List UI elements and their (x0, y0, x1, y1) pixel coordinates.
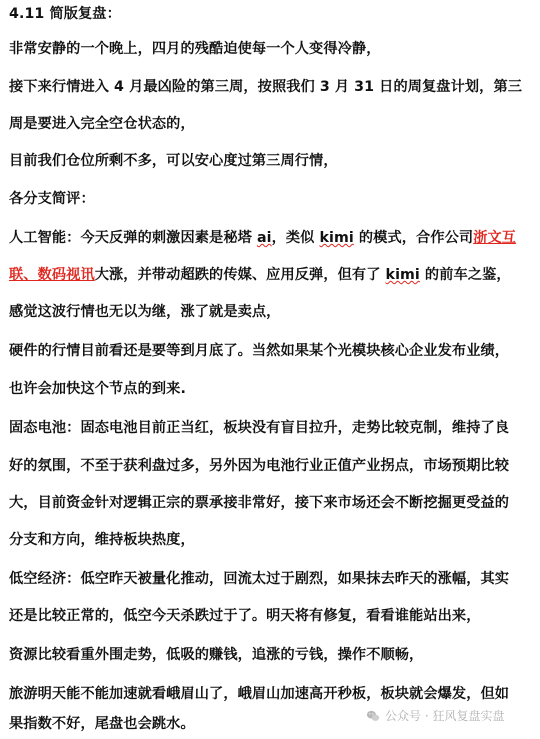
paragraph-line: 接下来行情进入 4 月最凶险的第三周，按照我们 3 月 31 日的周复盘计划，第三 (9, 79, 523, 95)
text: 的模式，合作公司 (353, 230, 474, 246)
watermark-text: 公众号 · 狂风复盘实盘 (385, 709, 505, 723)
wechat-icon (366, 709, 380, 723)
text: 大涨，并带动超跌的传媒、应用反弹，但有了 (94, 267, 386, 283)
paragraph-line: 低空经济：低空昨天被量化推动，回流太过于剧烈，如果抹去昨天的涨幅，其实 (9, 571, 510, 587)
term-kimi: kimi (385, 267, 420, 283)
paragraph-line: 还是比较正常的，低空今天杀跌过于了。明天将有修复，看看谁能站出来， (9, 608, 481, 624)
text: 的前车之鉴， (419, 267, 511, 283)
paragraph-line: 大，目前资金针对逻辑正宗的票承接非常好，接下来市场还会不断挖掘更受益的 (9, 495, 510, 511)
text: ，类似 (271, 230, 320, 246)
paragraph-line: 旅游明天能不能加速就看峨眉山了，峨眉山加速高开秒板，板块就会爆发，但如 (9, 686, 510, 702)
paragraph-line: 也许会加快这个节点的到来. (9, 381, 186, 397)
paragraph-line: 果指数不好，尾盘也会跳水。 (9, 716, 195, 732)
paragraph-line: 非常安静的一个晚上，四月的残酷迫使每一个人变得冷静， (9, 41, 381, 57)
stock-link[interactable]: 联、数码视讯 (9, 267, 95, 283)
paragraph-line: 分支和方向，维持板块热度， (9, 532, 195, 548)
watermark (366, 707, 504, 724)
paragraph-line: 好的氛围，不至于获利盘过多，另外因为电池行业正值产业拐点，市场预期比较 (9, 458, 510, 474)
stock-link[interactable]: 浙文互 (473, 230, 517, 246)
term-kimi: kimi (319, 230, 354, 246)
paragraph-line: 固态电池：固态电池目前正当红，板块没有盲目拉升，走势比较克制，维持了良 (9, 420, 510, 436)
paragraph-line: 周是要进入完全空仓状态的， (9, 116, 195, 132)
paragraph-line: 感觉这波行情也无以为继，涨了就是卖点， (9, 304, 281, 320)
ai-line-1 (9, 228, 516, 248)
paragraph-line: 资源比较看重外围走势，低吸的赚钱，追涨的亏钱，操作不顺畅， (9, 647, 424, 663)
paragraph-line: 目前我们仓位所剩不多，可以安心度过第三周行情， (9, 153, 338, 169)
paragraph-line: 各分支简评： (9, 191, 95, 207)
paragraph-line: 硬件的行情目前看还是要等到月底了。当然如果某个光模块核心企业发布业绩， (9, 343, 510, 359)
ai-line-2 (9, 265, 511, 285)
term-ai: ai (256, 230, 272, 246)
text: 人工智能：今天反弹的刺激因素是秘塔 (9, 230, 257, 246)
heading: 4.11 简版复盘： (9, 6, 121, 22)
